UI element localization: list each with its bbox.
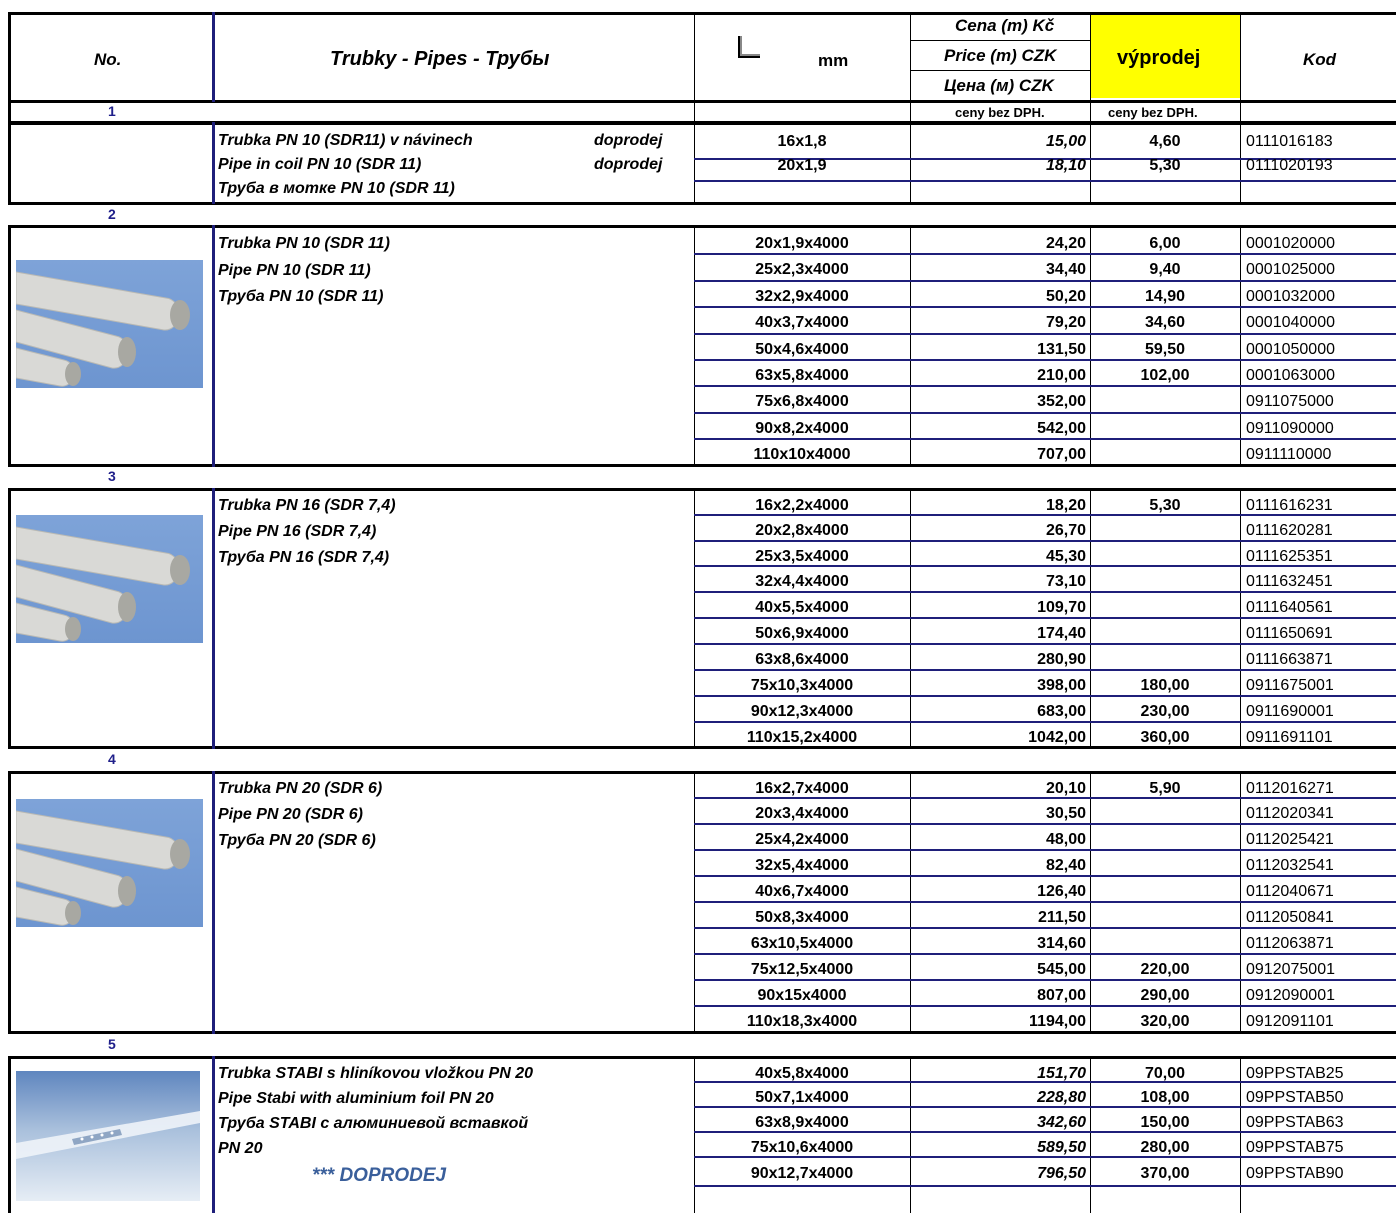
section-divider-mm bbox=[910, 225, 911, 467]
product-code: 0111020193 bbox=[1246, 157, 1333, 174]
price-note: ceny bez DPH. bbox=[955, 105, 1045, 120]
sale-price-value: 180,00 bbox=[1140, 677, 1190, 694]
sale-price-value: 230,00 bbox=[1140, 703, 1190, 720]
sale-price-value: 5,30 bbox=[1149, 157, 1181, 174]
row-rule bbox=[694, 1106, 1396, 1108]
price-value: 211,50 bbox=[1037, 909, 1086, 926]
product-code: 0111016183 bbox=[1246, 133, 1333, 150]
row-rule bbox=[694, 617, 1396, 619]
sale-price-value: 370,00 bbox=[1140, 1165, 1190, 1182]
sale-price-value: 34,60 bbox=[1144, 314, 1186, 331]
product-code: 09PPSTAB25 bbox=[1246, 1065, 1344, 1082]
header-divider-price bbox=[1090, 12, 1091, 122]
price-value: 50,20 bbox=[1045, 288, 1086, 305]
price-value: 126,40 bbox=[1037, 883, 1086, 900]
pipe-size: 75x10,3x4000 bbox=[750, 677, 854, 694]
row-rule bbox=[694, 333, 1396, 335]
product-code: 0911090000 bbox=[1246, 420, 1334, 437]
price-value: 280,90 bbox=[1037, 651, 1086, 668]
row-rule bbox=[694, 591, 1396, 593]
section-top-rule bbox=[8, 122, 1396, 125]
pipe-size: 63x10,5x4000 bbox=[750, 935, 854, 952]
product-name-en: Pipe PN 20 (SDR 6) bbox=[218, 806, 363, 823]
row-rule bbox=[694, 901, 1396, 903]
section-left-border bbox=[8, 1056, 11, 1213]
section-number: 3 bbox=[108, 468, 116, 484]
product-code: 0911675001 bbox=[1246, 677, 1334, 694]
row-rule bbox=[694, 253, 1396, 255]
product-code: 0112025421 bbox=[1246, 831, 1334, 848]
product-code: 0111620281 bbox=[1246, 522, 1333, 539]
product-name-ru: Труба PN 10 (SDR 11) bbox=[218, 288, 384, 305]
section-number: 1 bbox=[108, 103, 116, 119]
row-rule bbox=[694, 721, 1396, 723]
sale-price-value: 108,00 bbox=[1140, 1089, 1190, 1106]
sale-price-value: 59,50 bbox=[1144, 341, 1186, 358]
product-code: 0112050841 bbox=[1246, 909, 1334, 926]
product-code: 0111616231 bbox=[1246, 497, 1333, 514]
row-rule bbox=[694, 385, 1396, 387]
price-value: 1042,00 bbox=[1028, 729, 1086, 746]
price-value: 109,70 bbox=[1037, 599, 1086, 616]
row-rule bbox=[694, 306, 1396, 308]
sale-price-value: 5,90 bbox=[1149, 780, 1181, 797]
section-top-rule bbox=[8, 1056, 1396, 1059]
row-rule bbox=[694, 669, 1396, 671]
pipe-size: 50x4,6x4000 bbox=[755, 341, 849, 358]
product-code: 0111650691 bbox=[1246, 625, 1333, 642]
pipe-size: 32x5,4x4000 bbox=[755, 857, 849, 874]
pipe-size: 90x15x4000 bbox=[757, 987, 847, 1004]
section-number: 2 bbox=[108, 206, 116, 222]
section-divider-mm bbox=[910, 122, 911, 204]
header-top-rule bbox=[8, 12, 1396, 15]
pipe-size: 16x2,2x4000 bbox=[755, 497, 849, 514]
header-title: Trubky - Pipes - Трубы bbox=[330, 48, 550, 70]
pipe-size: 75x6,8x4000 bbox=[755, 393, 849, 410]
product-code: 0001040000 bbox=[1246, 314, 1335, 331]
product-code: 0112016271 bbox=[1246, 780, 1334, 797]
pipe-size: 32x4,4x4000 bbox=[755, 573, 849, 590]
product-code: 09PPSTAB50 bbox=[1246, 1089, 1344, 1106]
pipe-size: 20x3,4x4000 bbox=[755, 805, 849, 822]
section-left-border bbox=[8, 225, 11, 467]
pipe-size: 20x1,9 bbox=[777, 157, 827, 174]
product-code: 0112063871 bbox=[1246, 935, 1334, 952]
pipe-size: 63x5,8x4000 bbox=[755, 367, 849, 384]
row-rule bbox=[694, 849, 1396, 851]
product-code: 0001020000 bbox=[1246, 235, 1335, 252]
product-name-en: Pipe PN 16 (SDR 7,4) bbox=[218, 523, 377, 540]
pipe-size: 32x2,9x4000 bbox=[755, 288, 849, 305]
pipe-photo bbox=[16, 515, 203, 643]
row-rule bbox=[694, 1131, 1396, 1133]
product-code: 0001063000 bbox=[1246, 367, 1335, 384]
price-value: 342,60 bbox=[1037, 1114, 1086, 1131]
pipe-size: 75x10,6x4000 bbox=[750, 1139, 854, 1156]
product-code: 0911110000 bbox=[1246, 446, 1332, 463]
pipe-size: 20x1,9x4000 bbox=[755, 235, 849, 252]
product-name-en: Pipe PN 10 (SDR 11) bbox=[218, 262, 371, 279]
header-divider-mm bbox=[910, 12, 911, 122]
product-code: 0911691101 bbox=[1246, 729, 1333, 746]
pipe-size: 20x2,8x4000 bbox=[755, 522, 849, 539]
price-value: 542,00 bbox=[1037, 420, 1086, 437]
header-left-border bbox=[8, 12, 11, 122]
pipe-illustration bbox=[16, 799, 203, 927]
row-rule bbox=[694, 412, 1396, 414]
header-divider-no bbox=[212, 12, 215, 102]
header-code: Kod bbox=[1303, 50, 1337, 69]
sale-note: ceny bez DPH. bbox=[1108, 105, 1198, 120]
product-name-cz: Trubka PN 10 (SDR11) v návinech bbox=[218, 132, 473, 149]
product-name-cz: Trubka PN 16 (SDR 7,4) bbox=[218, 497, 396, 514]
price-value: 45,30 bbox=[1045, 548, 1086, 565]
header-no: No. bbox=[94, 50, 122, 69]
header-divider-name bbox=[694, 12, 695, 122]
product-code: 0112020341 bbox=[1246, 805, 1334, 822]
sale-price-value: 220,00 bbox=[1140, 961, 1190, 978]
pipe-photo bbox=[16, 260, 203, 388]
pipe-size: 110x15,2x4000 bbox=[746, 729, 858, 746]
pipe-size: 90x12,7x4000 bbox=[750, 1165, 854, 1182]
price-value: 707,00 bbox=[1037, 446, 1086, 463]
header-price-ru: Цена (м) CZK bbox=[944, 76, 1054, 95]
product-code: 0001050000 bbox=[1246, 341, 1335, 358]
sale-price-value: 280,00 bbox=[1140, 1139, 1190, 1156]
price-value: 131,50 bbox=[1037, 341, 1086, 358]
price-value: 210,00 bbox=[1037, 367, 1086, 384]
price-value: 48,00 bbox=[1045, 831, 1086, 848]
price-value: 796,50 bbox=[1037, 1165, 1086, 1182]
row-rule bbox=[694, 1156, 1396, 1158]
row-rule bbox=[694, 438, 1396, 440]
section-top-rule bbox=[8, 225, 1396, 228]
row-rule bbox=[694, 643, 1396, 645]
product-name-cz: Trubka STABI s hliníkovou vložkou PN 20 bbox=[218, 1065, 534, 1082]
row-rule bbox=[694, 540, 1396, 542]
price-value: 20,10 bbox=[1045, 780, 1086, 797]
row-rule bbox=[694, 979, 1396, 981]
product-code: 0911690001 bbox=[1246, 703, 1334, 720]
product-name-en: Pipe Stabi with aluminium foil PN 20 bbox=[218, 1090, 494, 1107]
pipe-size: 16x2,7x4000 bbox=[755, 780, 849, 797]
section-bottom-rule bbox=[8, 1031, 1396, 1034]
section-divider-no bbox=[212, 122, 215, 204]
pipe-size: 25x2,3x4000 bbox=[755, 261, 849, 278]
section-divider-no bbox=[212, 1056, 215, 1213]
section-number: 4 bbox=[108, 751, 116, 767]
row-rule bbox=[694, 180, 1396, 182]
pipe-size: 63x8,9x4000 bbox=[755, 1114, 849, 1131]
price-value: 398,00 bbox=[1037, 677, 1086, 694]
section-bottom-rule bbox=[8, 746, 1396, 749]
section-top-rule bbox=[8, 771, 1396, 774]
section-bottom-rule bbox=[8, 202, 1396, 205]
row-rule bbox=[694, 565, 1396, 567]
price-value: 18,10 bbox=[1045, 157, 1086, 174]
header-price-cz: Cena (m) Kč bbox=[955, 16, 1055, 35]
price-value: 174,40 bbox=[1037, 625, 1086, 642]
price-value: 18,20 bbox=[1045, 497, 1086, 514]
sale-price-value: 150,00 bbox=[1140, 1114, 1190, 1131]
header-bottom-rule bbox=[8, 100, 1396, 103]
price-value: 807,00 bbox=[1037, 987, 1086, 1004]
sale-price-value: 5,30 bbox=[1149, 497, 1181, 514]
pipe-illustration bbox=[16, 515, 203, 643]
price-value: 314,60 bbox=[1037, 935, 1086, 952]
sale-price-value: 14,90 bbox=[1144, 288, 1186, 305]
product-name-ru-cont: PN 20 bbox=[218, 1140, 263, 1157]
price-value: 589,50 bbox=[1037, 1139, 1086, 1156]
pipe-size: 40x3,7x4000 bbox=[755, 314, 849, 331]
product-code: 0001025000 bbox=[1246, 261, 1335, 278]
stabi-pipe-photo bbox=[16, 1071, 200, 1201]
product-name-ru: Труба PN 16 (SDR 7,4) bbox=[218, 549, 390, 566]
price-value: 228,80 bbox=[1037, 1089, 1086, 1106]
row-rule bbox=[694, 1185, 1396, 1187]
price-value: 82,40 bbox=[1045, 857, 1086, 874]
product-code: 0001032000 bbox=[1246, 288, 1335, 305]
product-code: 09PPSTAB75 bbox=[1246, 1139, 1344, 1156]
section-divider-sale bbox=[1240, 122, 1241, 204]
header-divider-sale bbox=[1240, 12, 1241, 122]
header-price-rule-2 bbox=[910, 70, 1090, 71]
doprodej-tag: doprodej bbox=[594, 156, 663, 173]
pipe-size: 110x10x4000 bbox=[753, 446, 851, 463]
product-code: 0111640561 bbox=[1246, 599, 1333, 616]
section-bottom-rule bbox=[8, 464, 1396, 467]
stabi-pipe-illustration bbox=[16, 1071, 200, 1201]
row-rule bbox=[694, 359, 1396, 361]
section-divider-sale bbox=[1240, 1056, 1241, 1213]
price-value: 151,70 bbox=[1037, 1065, 1086, 1082]
pipe-size: 25x4,2x4000 bbox=[755, 831, 849, 848]
price-value: 73,10 bbox=[1045, 573, 1086, 590]
product-code: 0912090001 bbox=[1246, 987, 1335, 1004]
price-value: 683,00 bbox=[1037, 703, 1086, 720]
pipe-size: 110x18,3x4000 bbox=[746, 1013, 858, 1030]
pipe-size: 40x5,8x4000 bbox=[755, 1065, 849, 1082]
pipe-size: 16x1,8 bbox=[777, 133, 827, 150]
product-name-cz: Trubka PN 20 (SDR 6) bbox=[218, 780, 383, 797]
pipe-size: 75x12,5x4000 bbox=[750, 961, 854, 978]
pipe-photo bbox=[16, 799, 203, 927]
doprodej-tag: doprodej bbox=[594, 132, 663, 149]
price-value: 26,70 bbox=[1045, 522, 1086, 539]
row-rule bbox=[694, 514, 1396, 516]
section-divider-no bbox=[212, 771, 215, 1034]
header-price-rule-1 bbox=[910, 40, 1090, 41]
product-code: 0911075000 bbox=[1246, 393, 1334, 410]
sale-price-value: 290,00 bbox=[1140, 987, 1190, 1004]
product-code: 0912075001 bbox=[1246, 961, 1335, 978]
product-name-ru: Труба PN 20 (SDR 6) bbox=[218, 832, 376, 849]
price-value: 352,00 bbox=[1037, 393, 1086, 410]
pipe-size: 50x8,3x4000 bbox=[755, 909, 849, 926]
product-code: 0111632451 bbox=[1246, 573, 1333, 590]
product-code: 0112040671 bbox=[1246, 883, 1334, 900]
section-number: 5 bbox=[108, 1036, 116, 1052]
header-sale: výprodej bbox=[1117, 47, 1201, 69]
section-divider-no bbox=[212, 488, 215, 749]
product-code: 09PPSTAB63 bbox=[1246, 1114, 1344, 1131]
sale-price-value: 6,00 bbox=[1149, 235, 1181, 252]
row-rule bbox=[694, 823, 1396, 825]
product-code: 09PPSTAB90 bbox=[1246, 1165, 1344, 1182]
pipe-size: 40x6,7x4000 bbox=[755, 883, 849, 900]
sale-price-value: 70,00 bbox=[1144, 1065, 1186, 1082]
sale-price-value: 4,60 bbox=[1149, 133, 1181, 150]
sale-price-value: 102,00 bbox=[1140, 367, 1190, 384]
pipe-illustration bbox=[16, 260, 203, 388]
pipe-size: 63x8,6x4000 bbox=[755, 651, 849, 668]
product-name-ru: Труба в мотке PN 10 (SDR 11) bbox=[218, 180, 455, 197]
row-rule bbox=[694, 875, 1396, 877]
pipe-size: 50x6,9x4000 bbox=[755, 625, 849, 642]
pipe-size: 90x8,2x4000 bbox=[755, 420, 849, 437]
dimension-icon bbox=[738, 36, 760, 58]
pipe-size: 40x5,5x4000 bbox=[755, 599, 849, 616]
product-code: 0112032541 bbox=[1246, 857, 1334, 874]
row-rule bbox=[694, 927, 1396, 929]
sale-price-value: 9,40 bbox=[1149, 261, 1181, 278]
price-value: 24,20 bbox=[1045, 235, 1086, 252]
price-value: 545,00 bbox=[1037, 961, 1086, 978]
section-divider-no bbox=[212, 225, 215, 467]
section-left-border bbox=[8, 122, 11, 204]
pipe-size: 25x3,5x4000 bbox=[755, 548, 849, 565]
product-code: 0111625351 bbox=[1246, 548, 1333, 565]
section-top-rule bbox=[8, 488, 1396, 491]
row-rule bbox=[694, 953, 1396, 955]
header-mm: mm bbox=[818, 51, 849, 70]
sale-price-value: 320,00 bbox=[1140, 1013, 1190, 1030]
section-divider-mm bbox=[910, 1056, 911, 1213]
price-value: 30,50 bbox=[1045, 805, 1086, 822]
product-code: 0111663871 bbox=[1246, 651, 1333, 668]
product-code: 0912091101 bbox=[1246, 1013, 1334, 1030]
sale-price-value: 360,00 bbox=[1140, 729, 1190, 746]
section-divider-sale bbox=[1240, 225, 1241, 467]
doprodej-promo: *** DOPRODEJ bbox=[312, 1165, 447, 1186]
price-value: 15,00 bbox=[1045, 133, 1086, 150]
row-rule bbox=[694, 1005, 1396, 1007]
product-name-ru: Труба STABI с алюминиевой вставкой bbox=[218, 1115, 529, 1132]
price-value: 1194,00 bbox=[1029, 1013, 1086, 1030]
section-left-border bbox=[8, 488, 11, 749]
product-name-cz: Trubka PN 10 (SDR 11) bbox=[218, 235, 390, 252]
price-value: 79,20 bbox=[1045, 314, 1086, 331]
row-rule bbox=[694, 797, 1396, 799]
pipe-size: 50x7,1x4000 bbox=[755, 1089, 849, 1106]
header-price-en: Price (m) CZK bbox=[944, 46, 1057, 65]
price-value: 34,40 bbox=[1045, 261, 1086, 278]
pipe-size: 90x12,3x4000 bbox=[750, 703, 854, 720]
row-rule bbox=[694, 695, 1396, 697]
product-name-en: Pipe in coil PN 10 (SDR 11) bbox=[218, 156, 422, 173]
row-rule bbox=[694, 280, 1396, 282]
section-left-border bbox=[8, 771, 11, 1034]
